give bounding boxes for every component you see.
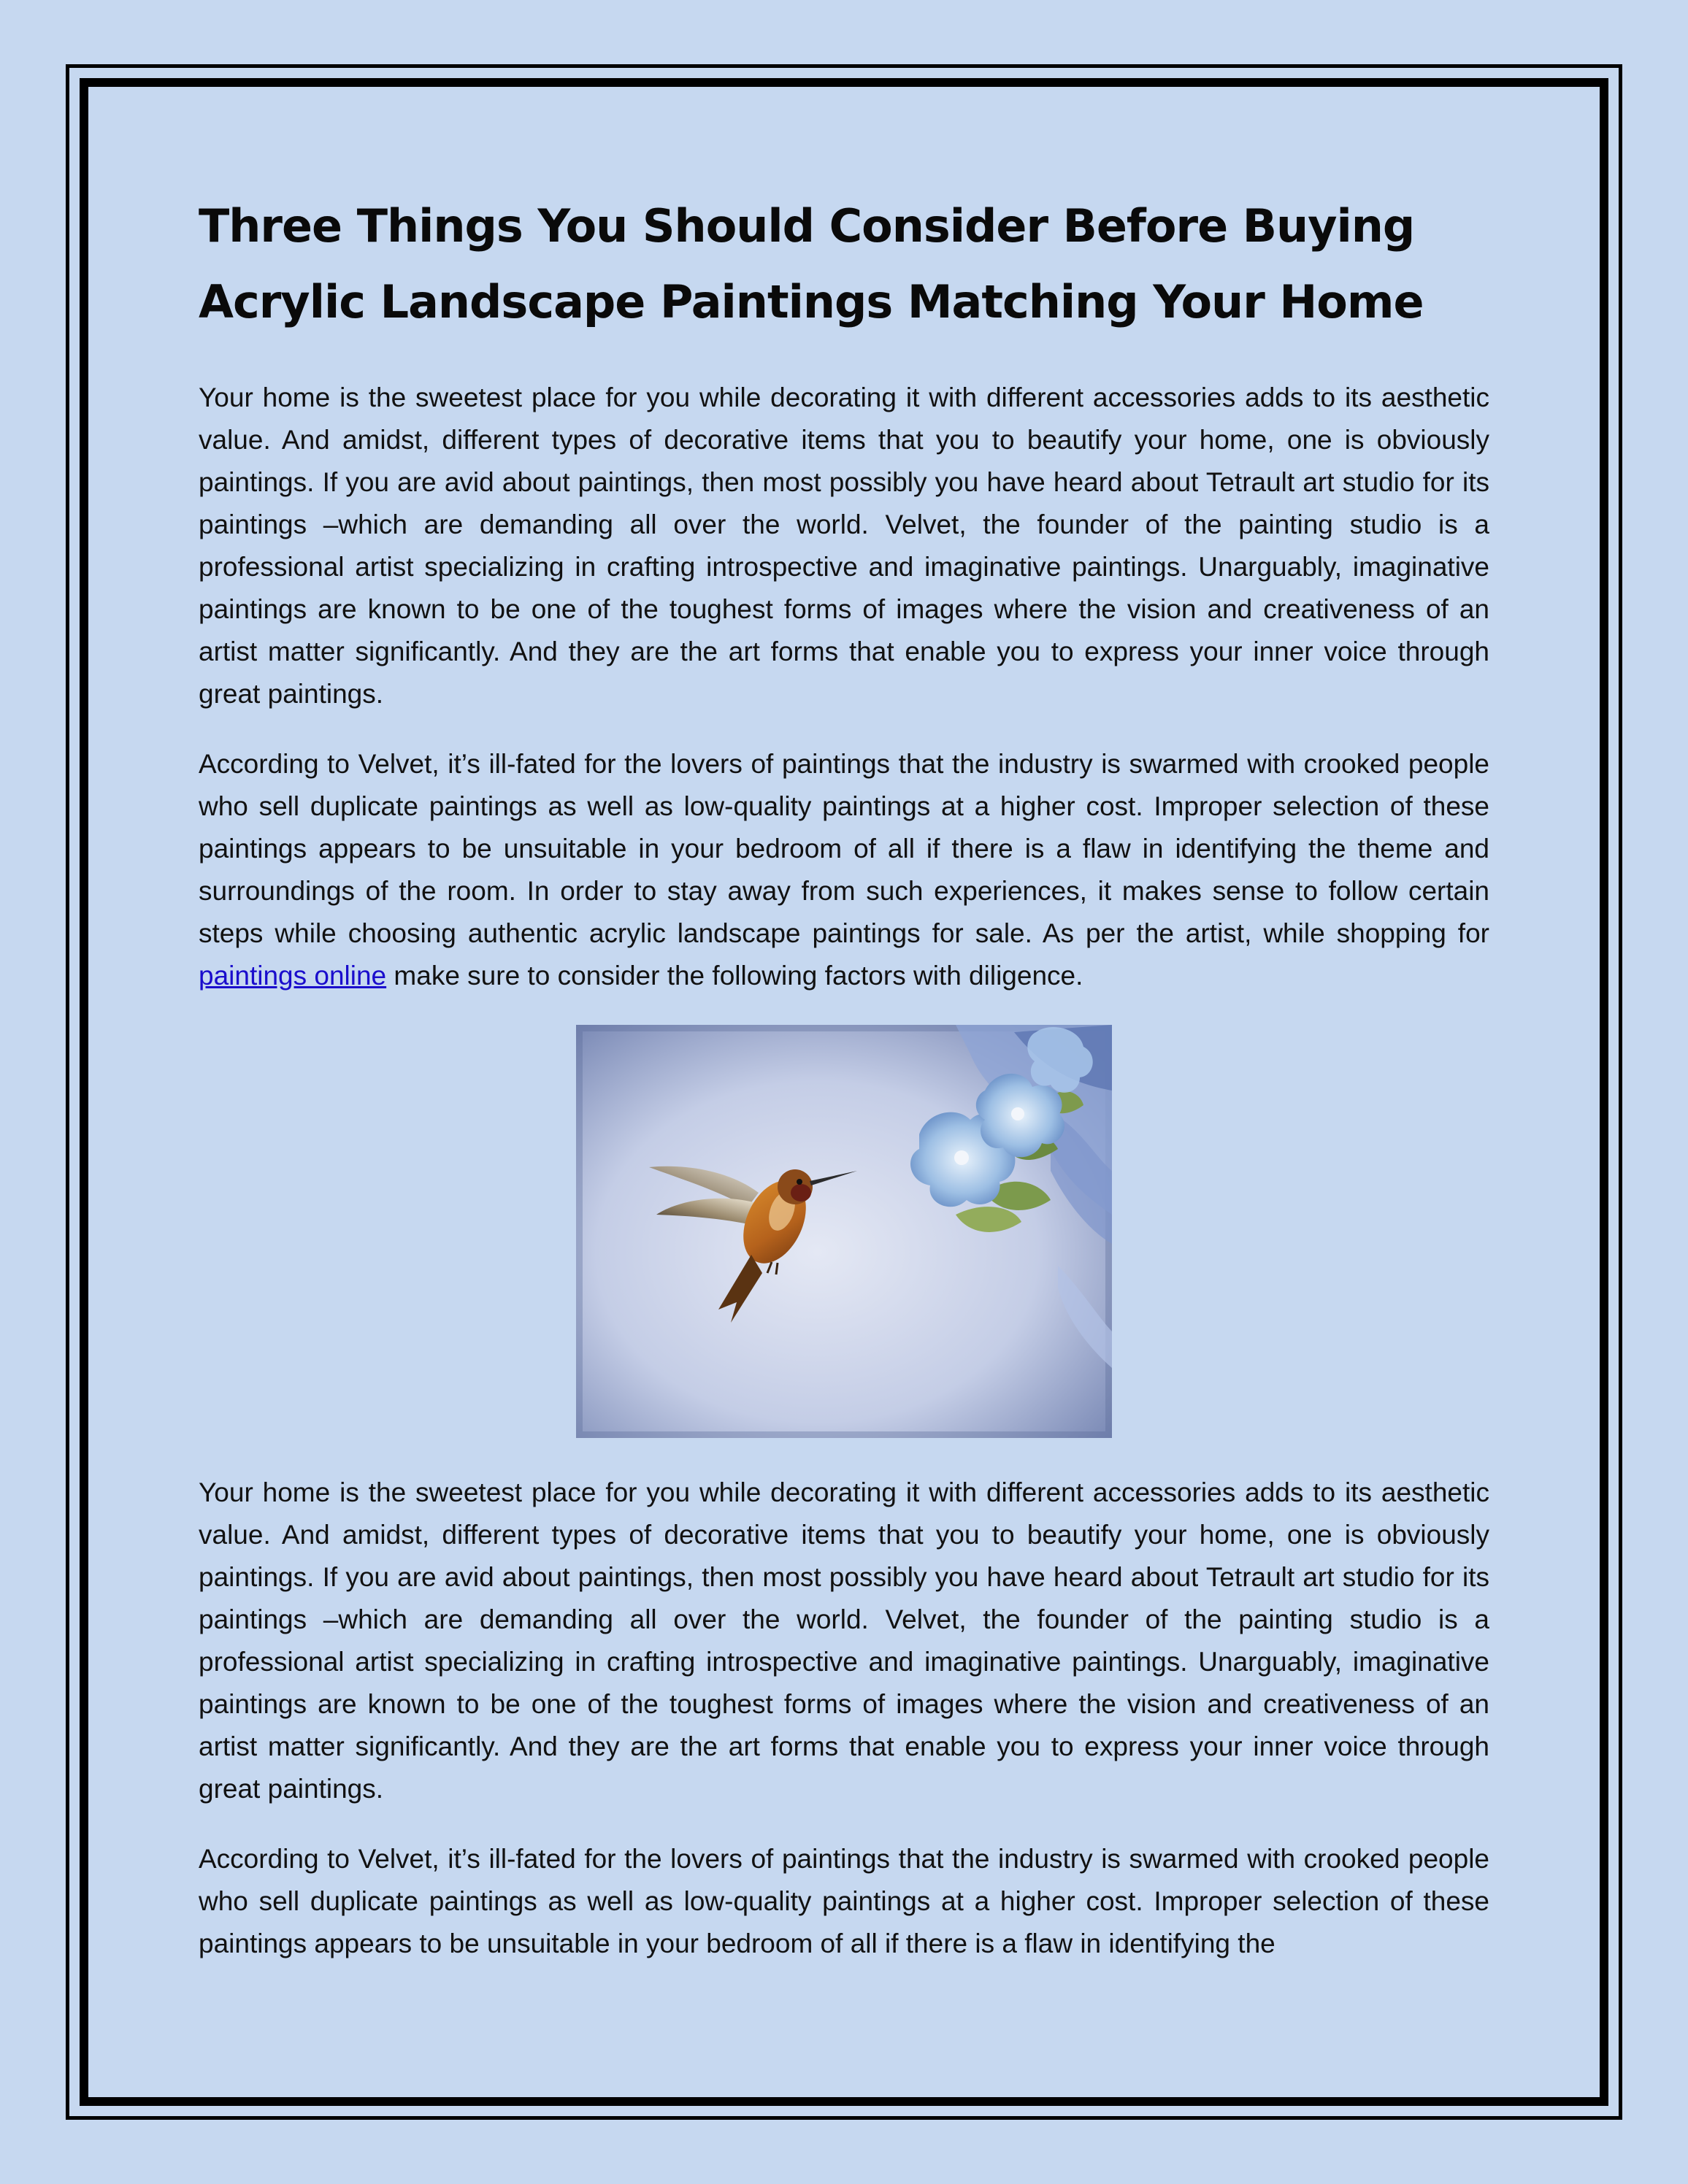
article-title: Three Things You Should Consider Before Buying Acrylic Landscape Paintings Matching Your Home <box>199 199 1424 328</box>
hummingbird-painting-image <box>576 1025 1112 1438</box>
paragraph-2-text-before-link: According to Velvet, it’s ill-fated for the lovers of paintings that the industry is swarmed with crooked people who sell duplicate paintings as well as low-quality paintings at a higher cost. Improper selection of these paintings appears to be unsuitable in your bedroom of all if there is a flaw in identifying the theme and surroundings of the room. In order to stay away from such experiences, it makes sense to follow certain steps while choosing authentic acrylic landscape paintings for sale. As per the artist, while shopping for <box>199 749 1489 948</box>
document-content <box>199 188 1489 1993</box>
paragraph-1: Your home is the sweetest place for you while decorating it with different accessories adds to its aesthetic value. And amidst, different types of decorative items that you to beautify your home, one is obviously paintings. If you are avid about paintings, then most possibly you have heard about Tetrault art studio for its paintings –which are demanding all over the world. Velvet, the founder of the painting studio is a professional artist specializing in crafting introspective and imaginative paintings. Unarguably, imaginative paintings are known to be one of the toughest forms of images where the vision and creativeness of an artist matter significantly. And they are the art forms that enable you to express your inner voice through great paintings. <box>199 382 1489 709</box>
paragraph-2-text-after-link: make sure to consider the following factors with diligence. <box>386 961 1083 991</box>
paintings-online-link[interactable]: paintings online <box>199 961 387 991</box>
paragraph-2 <box>199 743 1489 997</box>
paragraph-3: Your home is the sweetest place for you while decorating it with different accessories adds to its aesthetic value. And amidst, different types of decorative items that you to beautify your home, one is obviously paintings. If you are avid about paintings, then most possibly you have heard about Tetrault art studio for its paintings –which are demanding all over the world. Velvet, the founder of the painting studio is a professional artist specializing in crafting introspective and imaginative paintings. Unarguably, imaginative paintings are known to be one of the toughest forms of images where the vision and creativeness of an artist matter significantly. And they are the art forms that enable you to express your inner voice through great paintings. <box>199 1477 1489 1804</box>
paragraph-4: According to Velvet, it’s ill-fated for the lovers of paintings that the industry is swarmed with crooked people who sell duplicate paintings as well as low-quality paintings at a higher cost. Improper selection of these paintings appears to be unsuitable in your bedroom of all if there is a flaw in identifying the <box>199 1844 1489 1958</box>
